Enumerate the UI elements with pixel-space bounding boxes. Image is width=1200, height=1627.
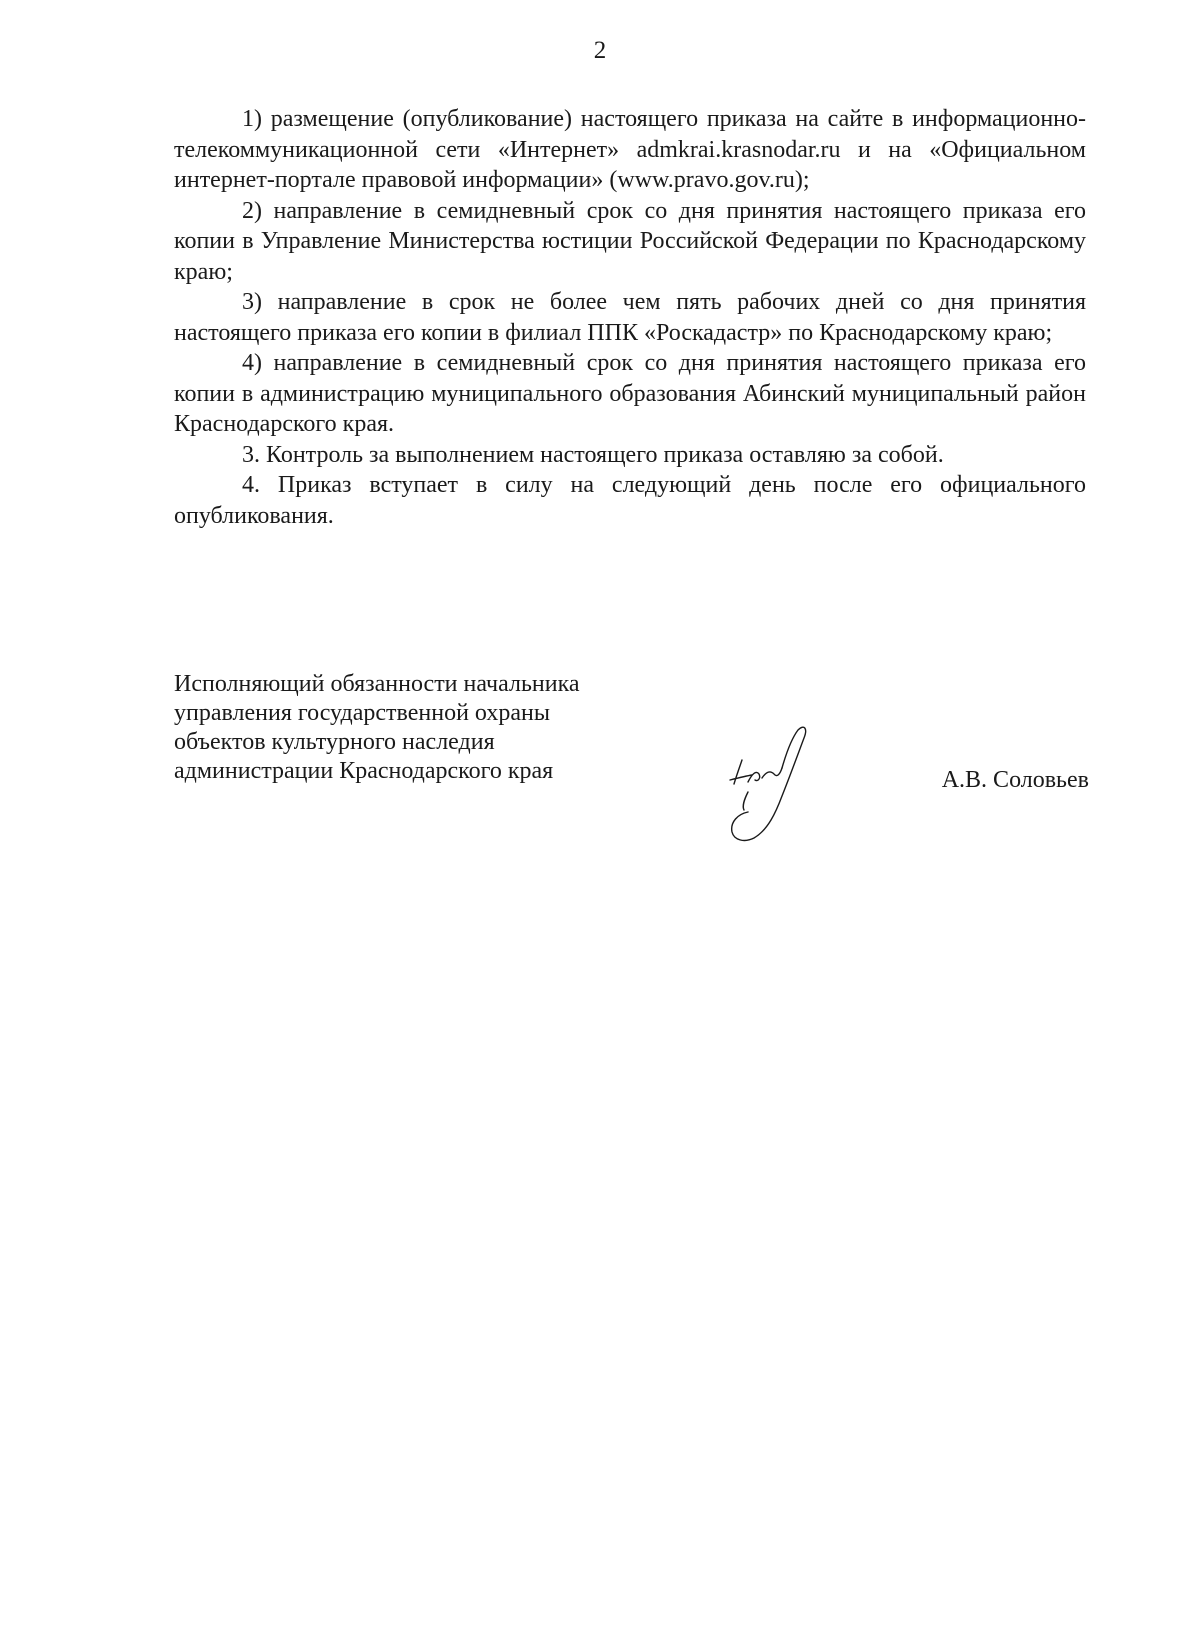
paragraph-publication: 1) размещение (опубликование) настоящего приказа на сайте в информационно-телекоммуникационной сети «Интернет» admkrai.krasnodar.ru и на «Официальном интернет-портале правовой информации» (www.pravo.gov.ru); — [174, 106, 1086, 193]
signatory-position — [174, 670, 734, 786]
signer-name: А.В. Соловьев — [941, 767, 1089, 793]
paragraph-abinsk-administration: 4) направление в семидневный срок со дня принятия настоящего приказа его копии в администрацию муниципального образования Абинский муниципальный район Краснодарского края. — [174, 350, 1086, 437]
document-body — [174, 104, 1086, 531]
signatory-position-line: Исполняющий обязанности начальника — [174, 671, 580, 697]
handwritten-signature-icon — [722, 722, 822, 850]
paragraph-control: 3. Контроль за выполнением настоящего приказа оставляю за собой. — [242, 441, 944, 468]
paragraph-ministry-of-justice: 2) направление в семидневный срок со дня принятия настоящего приказа его копии в Управление Министерства юстиции Российской Федерации по Краснодарскому краю; — [174, 197, 1086, 285]
page-number: 2 — [593, 37, 607, 64]
signatory-position-line: управления государственной охраны — [174, 700, 550, 726]
paragraph-entry-into-force: 4. Приказ вступает в силу на следующий день после его официального опубликования. — [174, 472, 1086, 529]
paragraph-roskadastr: 3) направление в срок не более чем пять рабочих дней со дня принятия настоящего приказа его копии в филиал ППК «Роскадастр» по Краснодарскому краю; — [174, 289, 1086, 346]
signatory-position-line: объектов культурного наследия — [174, 729, 495, 755]
signatory-position-line: администрации Краснодарского края — [174, 758, 554, 784]
